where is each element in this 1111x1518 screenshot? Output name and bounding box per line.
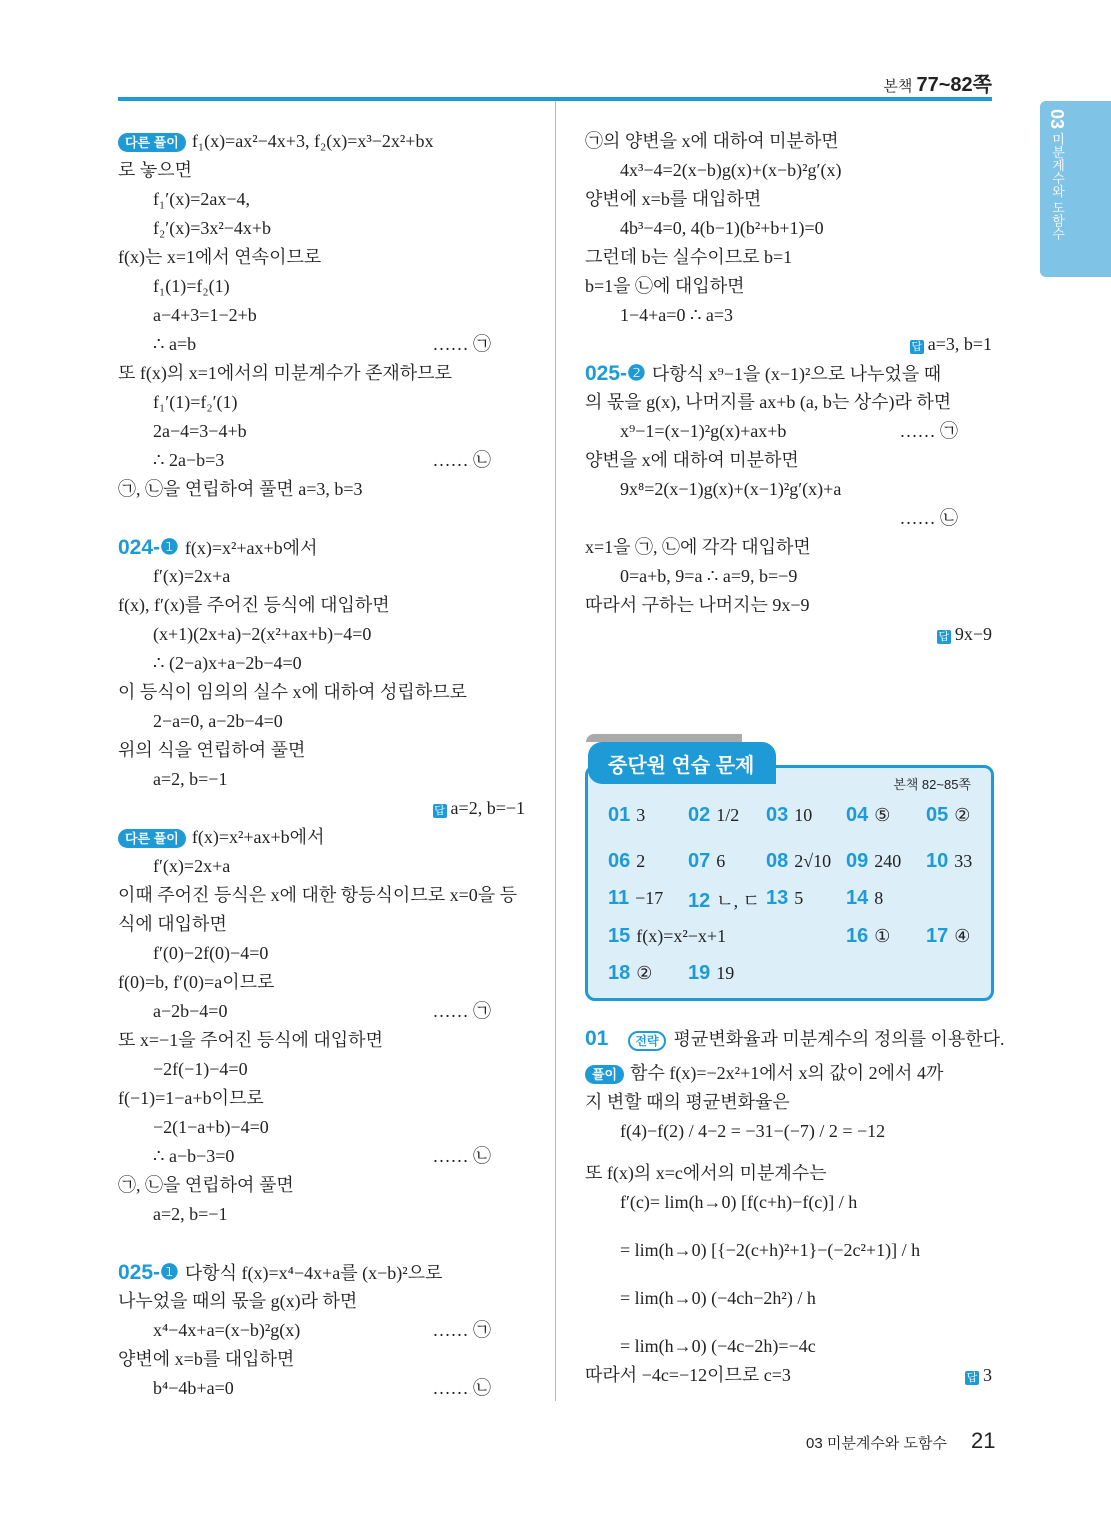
text-line <box>118 852 525 881</box>
text-line <box>585 1117 992 1159</box>
review-answer-item <box>926 850 972 873</box>
line-text: ㉠, ㉡을 연립하여 풀면 a=3, b=3 <box>118 479 363 499</box>
line-text: 따라서 −4c=−12이므로 c=3 <box>585 1365 791 1385</box>
text-line <box>118 388 525 417</box>
item-answer: ② <box>636 963 653 983</box>
item-answer: 8 <box>874 888 884 908</box>
answer-icon: 답 <box>911 341 923 353</box>
text-line <box>118 1055 525 1084</box>
line-text: ∴ (2−a)x+a−2b−4=0 <box>153 653 302 673</box>
text-line <box>118 968 525 997</box>
text-line <box>118 214 525 243</box>
text-line <box>118 1374 525 1403</box>
line-text: 로 놓으면 <box>118 160 193 180</box>
equation-tag: …… ㉡ <box>432 1378 491 1398</box>
line-text: = lim(h→0) (−4c−2h)=−4c <box>620 1336 816 1356</box>
equation-tag: …… ㉠ <box>432 1320 491 1340</box>
text-line <box>585 359 992 388</box>
line-text: 양변에 x=b를 대입하면 <box>585 189 762 209</box>
column-divider <box>555 101 556 1401</box>
text-line <box>585 533 992 562</box>
line-text: ㉠, ㉡을 연립하여 풀면 <box>118 1175 294 1195</box>
text-line <box>118 1258 525 1287</box>
line-text: b⁴−4b+a=0 <box>153 1378 234 1398</box>
line-text: x=1을 ㉠, ㉡에 각각 대입하면 <box>585 537 811 557</box>
item-number: 09 <box>846 850 869 872</box>
review-answer-item <box>926 804 970 827</box>
text-line <box>118 330 525 359</box>
line-text: 다항식 f(x)=x⁴−4x+a를 (x−b)²으로 <box>184 1263 443 1283</box>
answer-icon: 답 <box>938 631 950 643</box>
line-text: 이때 주어진 등식은 x에 대한 항등식이므로 x=0을 등 <box>118 885 518 905</box>
problem-number: 025-❷ <box>585 362 646 385</box>
text-line <box>585 214 992 243</box>
text-line <box>118 359 525 388</box>
text-line <box>118 620 525 649</box>
review-title: 중단원 연습 문제 <box>588 742 776 784</box>
text-line <box>585 504 992 533</box>
item-answer: ㄴ, ㄷ <box>716 891 761 911</box>
text-line <box>585 1188 992 1236</box>
line-text: 그런데 b는 실수이므로 b=1 <box>585 247 793 267</box>
line-text: 양변을 x에 대하여 미분하면 <box>585 450 799 470</box>
text-line <box>118 1142 525 1171</box>
text-line <box>118 243 525 272</box>
line-text: 9x−9 <box>954 624 992 644</box>
left-column <box>118 127 525 1403</box>
text-line <box>585 1332 992 1361</box>
problem-number: 024-❶ <box>118 536 179 559</box>
text-line <box>585 388 992 417</box>
review-answer-item <box>766 887 803 910</box>
text-line <box>118 1316 525 1345</box>
line-text: a=3, b=1 <box>927 334 992 354</box>
text-line <box>118 881 525 910</box>
line-text: f(x)=x²+ax+b에서 <box>191 827 325 847</box>
line-text: 2a−4=3−4+b <box>153 421 247 441</box>
item-answer: 10 <box>794 805 813 825</box>
line-text: 다항식 x⁹−1을 (x−1)²으로 나누었을 때 <box>651 364 942 384</box>
line-text: f(0)=b, f′(0)=a이므로 <box>118 972 275 992</box>
line-text: 지 변할 때의 평균변화율은 <box>585 1092 790 1112</box>
text-line <box>118 939 525 968</box>
review-answer-item <box>608 962 652 985</box>
right-column <box>585 127 992 649</box>
answer-line <box>118 794 525 823</box>
line-text: 또 f(x)의 x=c에서의 미분계수는 <box>585 1163 827 1183</box>
review-answer-item <box>846 850 901 873</box>
chapter-number: 03 <box>1047 109 1067 130</box>
line-text: 4x³−4=2(x−b)g(x)+(x−b)²g′(x) <box>620 160 842 180</box>
equation-tag: …… ㉡ <box>432 450 491 470</box>
line-text: f₂′(x)=3x²−4x+b <box>153 218 272 238</box>
answer-icon: 답 <box>434 805 445 817</box>
text-line <box>585 591 992 620</box>
text-line <box>118 997 525 1026</box>
text-line <box>118 1171 525 1200</box>
text-line <box>118 301 525 330</box>
item-number: 19 <box>688 962 711 984</box>
line-text: (x+1)(2x+a)−2(x²+ax+b)−4=0 <box>153 624 372 644</box>
item-number: 04 <box>846 804 869 826</box>
problem-number: 025-❶ <box>118 1261 179 1284</box>
item-number: 12 <box>688 890 711 912</box>
item-number: 13 <box>766 887 789 909</box>
page-number: 21 <box>970 1428 996 1453</box>
text-line <box>585 1284 992 1332</box>
review-answer-item <box>688 962 734 985</box>
solution-badge: 다른 풀이 <box>118 829 186 848</box>
line-text: 의 몫을 g(x), 나머지를 ax+b (a, b는 상수)라 하면 <box>585 392 952 412</box>
chapter-side-tab[interactable] <box>1040 101 1111 277</box>
review-answer-item <box>608 850 645 873</box>
item-number: 16 <box>846 925 869 947</box>
item-answer: ② <box>954 805 971 825</box>
text-line <box>118 910 525 939</box>
item-number: 08 <box>766 850 789 872</box>
line-text: f(4)−f(2) / 4−2 = −31−(−7) / 2 = −12 <box>620 1121 886 1141</box>
line-text: 또 f(x)의 x=1에서의 미분계수가 존재하므로 <box>118 363 452 383</box>
line-text: f(x), f′(x)를 주어진 등식에 대입하면 <box>118 595 390 615</box>
line-text: f₁′(x)=2ax−4, <box>153 189 250 209</box>
line-text: x⁹−1=(x−1)²g(x)+ax+b <box>620 421 787 441</box>
item-answer: f(x)=x²−x+1 <box>636 926 727 946</box>
text-line <box>118 272 525 301</box>
review-answer-item <box>846 804 890 827</box>
review-ref: 본책 82~85쪽 <box>893 777 971 792</box>
line-text: ∴ a=b <box>153 334 197 354</box>
line-text: a=2, b=−1 <box>450 798 525 818</box>
page-footer <box>806 1428 995 1454</box>
item-answer: 240 <box>874 851 902 871</box>
item-number: 01 <box>608 804 631 826</box>
item-answer: 33 <box>954 851 973 871</box>
text-line <box>585 156 992 185</box>
review-answer-item <box>688 804 739 827</box>
text-line <box>585 243 992 272</box>
strategy-badge: 전략 <box>628 1031 665 1051</box>
line-text: 1−4+a=0 ∴ a=3 <box>620 305 734 325</box>
text-line <box>585 1088 992 1117</box>
answer-line <box>585 620 992 649</box>
text-line <box>118 765 525 794</box>
text-line <box>118 1026 525 1055</box>
answer-icon: 답 <box>966 1372 978 1384</box>
equation-tag: …… ㉡ <box>899 508 958 528</box>
line-text: a=2, b=−1 <box>153 1204 228 1224</box>
line-text: f(−1)=1−a+b이므로 <box>118 1088 264 1108</box>
answer-line <box>585 330 992 359</box>
text-line <box>118 475 525 504</box>
item-number: 15 <box>608 925 631 947</box>
ref-label: 본책 <box>883 78 913 95</box>
item-number: 14 <box>846 887 869 909</box>
text-line <box>118 1113 525 1142</box>
line-text: 2−a=0, a−2b−4=0 <box>153 711 283 731</box>
text-line <box>118 1229 525 1258</box>
text-line <box>585 1024 1005 1053</box>
review-answer-box <box>585 765 994 1001</box>
item-answer: 1/2 <box>716 805 740 825</box>
line-text: f′(x)=2x+a <box>153 856 231 876</box>
text-line <box>585 417 992 446</box>
line-text: f₁′(1)=f₂′(1) <box>153 392 238 412</box>
line-text: 양변에 x=b를 대입하면 <box>118 1349 295 1369</box>
item-number: 18 <box>608 962 631 984</box>
equation-tag: …… ㉠ <box>432 1001 491 1021</box>
text-line <box>585 1059 992 1088</box>
item-answer: 3 <box>636 805 646 825</box>
item-answer: ⑤ <box>874 805 891 825</box>
line-text: f′(x)=2x+a <box>153 566 231 586</box>
item-number: 03 <box>766 804 789 826</box>
equation-tag: …… ㉠ <box>432 334 491 354</box>
text-line <box>118 185 525 214</box>
review-answer-item <box>688 887 760 913</box>
text-line <box>118 127 525 156</box>
item-answer: 2 <box>636 851 646 871</box>
item-number: 07 <box>688 850 711 872</box>
item-number: 10 <box>926 850 949 872</box>
text-line <box>118 736 525 765</box>
text-line <box>118 504 525 533</box>
line-text: a−4+3=1−2+b <box>153 305 257 325</box>
line-text: 또 x=−1을 주어진 등식에 대입하면 <box>118 1030 383 1050</box>
line-text: −2f(−1)−4=0 <box>153 1059 248 1079</box>
answer-tag <box>965 1361 992 1390</box>
solution-01 <box>585 1024 1005 1390</box>
review-answer-item <box>688 850 725 873</box>
line-text: 평균변화율과 미분계수의 정의를 이용한다. <box>673 1029 1005 1049</box>
item-number: 17 <box>926 925 949 947</box>
text-line <box>585 446 992 475</box>
line-text: f₁(1)=f₂(1) <box>153 276 230 296</box>
line-text: ㉠의 양변을 x에 대하여 미분하면 <box>585 131 839 151</box>
review-answer-item <box>846 887 883 910</box>
text-line <box>118 707 525 736</box>
text-line <box>118 533 525 562</box>
review-answer-item <box>766 850 831 873</box>
item-answer: 6 <box>716 851 726 871</box>
item-answer: ④ <box>954 926 971 946</box>
item-number: 05 <box>926 804 949 826</box>
item-number: 11 <box>608 887 630 909</box>
line-text: x⁴−4x+a=(x−b)²g(x) <box>153 1320 301 1340</box>
line-text: 이 등식이 임의의 실수 x에 대하여 성립하므로 <box>118 682 467 702</box>
review-tab-shadow <box>586 734 742 742</box>
item-number: 06 <box>608 850 631 872</box>
review-answer-item <box>608 887 663 910</box>
item-answer: 5 <box>794 888 804 908</box>
line-text: a=2, b=−1 <box>153 769 228 789</box>
text-line <box>118 823 525 852</box>
text-line <box>585 1159 992 1188</box>
equation-tag: …… ㉡ <box>432 1146 491 1166</box>
line-text: 함수 f(x)=−2x²+1에서 x의 값이 2에서 4까 <box>630 1063 944 1083</box>
text-line <box>585 185 992 214</box>
line-text: f′(c)= lim(h→0) [f(c+h)−f(c)] / h <box>620 1192 858 1212</box>
item-answer: 19 <box>716 963 735 983</box>
line-text: ∴ a−b−3=0 <box>153 1146 235 1166</box>
text-line <box>585 1361 992 1390</box>
line-text: 9x⁸=2(x−1)g(x)+(x−1)²g′(x)+a <box>620 479 842 499</box>
line-text: f₁(x)=ax²−4x+3, f₂(x)=x³−2x²+bx <box>191 131 434 151</box>
line-text: f(x)=x²+ax+b에서 <box>184 538 318 558</box>
item-answer: ① <box>874 926 891 946</box>
answer-value: 3 <box>983 1365 992 1385</box>
line-text: 식에 대입하면 <box>118 914 227 934</box>
line-text: 나누었을 때의 몫을 g(x)라 하면 <box>118 1291 358 1311</box>
text-line <box>118 156 525 185</box>
line-text: b=1을 ㉡에 대입하면 <box>585 276 745 296</box>
text-line <box>118 562 525 591</box>
text-line <box>585 272 992 301</box>
review-answer-item <box>846 925 890 948</box>
text-line <box>118 446 525 475</box>
line-text: −2(1−a+b)−4=0 <box>153 1117 269 1137</box>
text-line <box>118 678 525 707</box>
text-line <box>118 1345 525 1374</box>
text-line <box>118 591 525 620</box>
text-line <box>585 301 992 330</box>
review-answer-item <box>766 804 812 827</box>
text-line <box>118 417 525 446</box>
equation-tag: …… ㉠ <box>899 421 958 441</box>
solution-badge: 풀이 <box>585 1065 624 1084</box>
item-number: 02 <box>688 804 711 826</box>
book-reference <box>883 68 992 97</box>
line-text: ∴ 2a−b=3 <box>153 450 225 470</box>
line-text: = lim(h→0) (−4ch−2h²) / h <box>620 1288 816 1308</box>
footer-chapter: 03 미분계수와 도함수 <box>806 1435 947 1452</box>
line-text: 0=a+b, 9=a ∴ a=9, b=−9 <box>620 566 798 586</box>
text-line <box>585 127 992 156</box>
line-text: 위의 식을 연립하여 풀면 <box>118 740 306 760</box>
text-line <box>585 475 992 504</box>
text-line <box>118 1084 525 1113</box>
text-line <box>118 649 525 678</box>
review-answer-item <box>608 804 645 827</box>
solution-badge: 다른 풀이 <box>118 133 186 152</box>
text-line <box>118 1200 525 1229</box>
item-answer: 2√10 <box>794 851 832 871</box>
line-text: 따라서 구하는 나머지는 9x−9 <box>585 595 810 615</box>
line-text: f(x)는 x=1에서 연속이므로 <box>118 247 322 267</box>
review-answer-item <box>926 925 970 948</box>
line-text: = lim(h→0) [{−2(c+h)²+1}−(−2c²+1)] / h <box>620 1240 921 1260</box>
line-text: a−2b−4=0 <box>153 1001 228 1021</box>
review-answer-item <box>608 925 726 948</box>
text-line <box>585 1236 992 1284</box>
chapter-title: 미분계수와 도함수 <box>1050 132 1065 241</box>
line-text: f′(0)−2f(0)−4=0 <box>153 943 269 963</box>
text-line <box>585 562 992 591</box>
item-answer: −17 <box>635 888 664 908</box>
text-line <box>118 1287 525 1316</box>
line-text: 4b³−4=0, 4(b−1)(b²+b+1)=0 <box>620 218 824 238</box>
problem-number: 01 <box>585 1027 609 1050</box>
ref-pages: 77~82쪽 <box>916 74 992 96</box>
